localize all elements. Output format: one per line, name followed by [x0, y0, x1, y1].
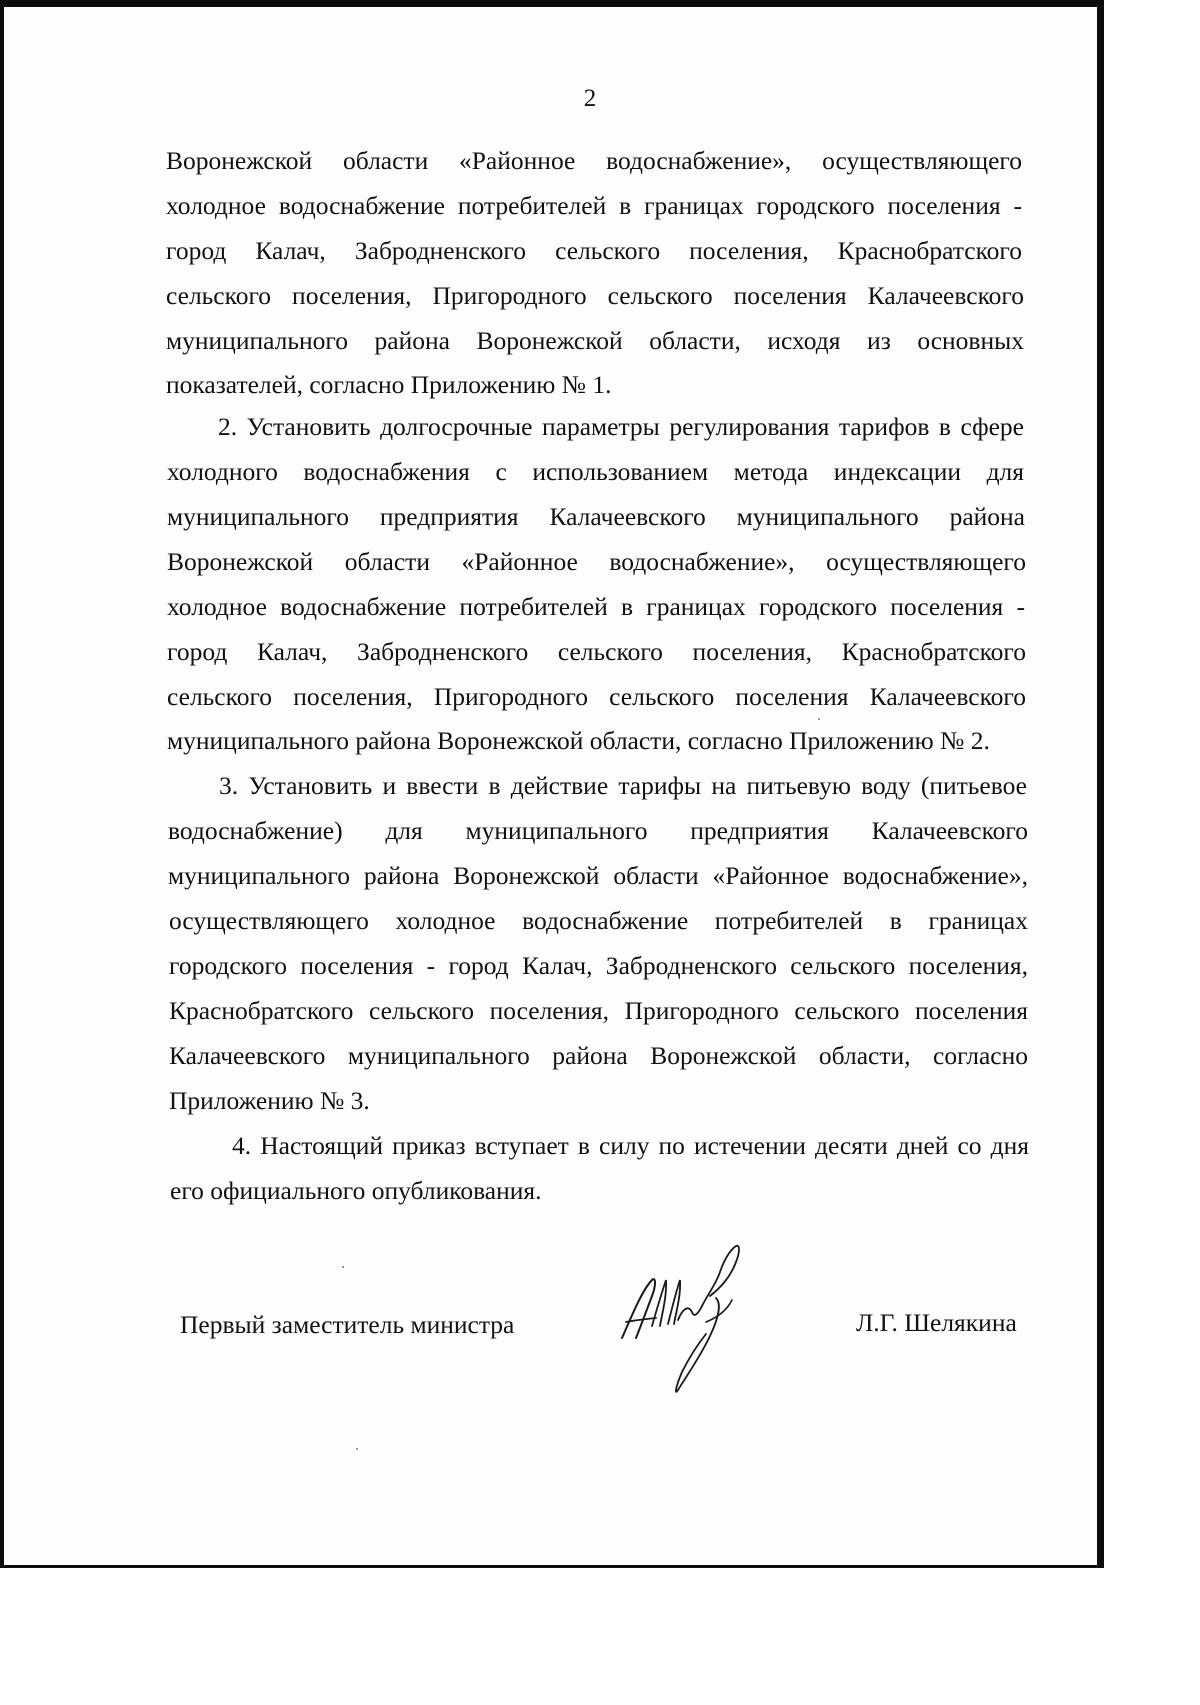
handwritten-signature	[612, 1240, 762, 1400]
page-number: 2	[583, 85, 597, 112]
text-line: городского поселения - город Калач, Забродненского сельского поселения,	[169, 951, 1028, 980]
scan-border-left	[0, 0, 4, 1568]
scan-speck	[342, 1266, 344, 1268]
text-line: Приложению № 3.	[169, 1086, 370, 1115]
text-line: водоснабжение) для муниципального предприятия Калачеевского	[168, 816, 1028, 845]
text-line: 4. Настоящий приказ вступает в силу по истечении десяти дней со дня	[232, 1131, 1029, 1160]
text-line: сельского поселения, Пригородного сельского поселения Калачеевского	[167, 682, 1026, 711]
scan-border-right	[1097, 0, 1104, 1568]
text-line: муниципального предприятия Калачеевского муниципального района	[167, 502, 1025, 531]
scan-speck	[356, 1448, 358, 1450]
text-line: город Калач, Забродненского сельского поселения, Краснобратского	[166, 236, 1022, 265]
text-line: Воронежской области «Районное водоснабжение», осуществляющего	[166, 146, 1022, 175]
text-line: муниципального района Воронежской области, согласно Приложению № 2.	[167, 726, 990, 755]
text-line: показателей, согласно Приложению № 1.	[166, 370, 612, 399]
text-line: его официального опубликования.	[170, 1176, 542, 1205]
scan-border-top	[0, 0, 1104, 7]
text-line: 2. Установить долгосрочные параметры регулирования тарифов в сфере	[218, 412, 1024, 441]
text-line: холодное водоснабжение потребителей в границах городского поселения -	[167, 592, 1025, 621]
text-line: сельского поселения, Пригородного сельского поселения Калачеевского	[166, 281, 1024, 310]
text-line: город Калач, Забродненского сельского поселения, Краснобратского	[167, 637, 1026, 666]
scan-border-bottom	[0, 1565, 1104, 1568]
signer-name: Л.Г. Шелякина	[856, 1308, 1017, 1337]
text-line: холодное водоснабжение потребителей в границах городского поселения -	[166, 191, 1022, 220]
text-line: муниципального района Воронежской области, исходя из основных	[166, 326, 1024, 355]
text-line: Краснобратского сельского поселения, Пригородного сельского поселения	[169, 996, 1028, 1025]
text-line: 3. Установить и ввести в действие тарифы на питьевую воду (питьевое	[219, 771, 1027, 800]
text-line: холодного водоснабжения с использованием метода индексации для	[167, 457, 1024, 486]
signer-position-title: Первый заместитель министра	[180, 1310, 515, 1339]
text-line: осуществляющего холодное водоснабжение потребителей в границах	[169, 906, 1028, 935]
scan-speck	[818, 718, 820, 720]
text-line: муниципального района Воронежской области «Районное водоснабжение»,	[168, 861, 1028, 890]
text-line: Калачеевского муниципального района Воронежской области, согласно	[169, 1041, 1028, 1070]
text-line: Воронежской области «Районное водоснабжение», осуществляющего	[167, 547, 1026, 576]
